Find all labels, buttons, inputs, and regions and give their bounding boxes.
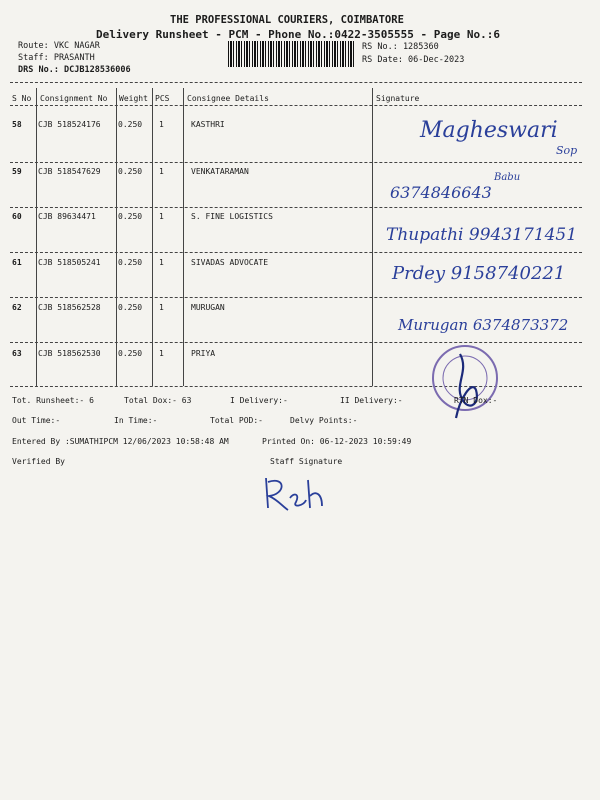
document-title: THE PROFESSIONAL COURIERS, COIMBATORE (170, 14, 404, 26)
row-pcs: 1 (159, 167, 164, 176)
verified-by: Verified By (12, 457, 65, 466)
row-sno: 63 (12, 349, 22, 358)
row-consignee: MURUGAN (191, 303, 225, 312)
handwritten-signature-row62: Murugan 6374873372 (398, 316, 569, 334)
row-pcs: 1 (159, 212, 164, 221)
column-header-consignment: Consignment No (40, 94, 108, 103)
handwritten-signature-row61: Prdey 9158740221 (392, 263, 566, 284)
column-rule (36, 88, 37, 386)
route-label: Route: VKC NAGAR (18, 41, 100, 51)
row-divider (10, 207, 582, 208)
row-weight: 0.250 (118, 120, 143, 129)
column-rule (183, 88, 184, 386)
staff-label: Staff: PRASANTH (18, 53, 95, 63)
drs-number: DRS No.: DCJB128536006 (18, 65, 131, 75)
rs-date: RS Date: 06-Dec-2023 (362, 55, 465, 65)
row-consignee: PRIYA (191, 349, 216, 358)
ii-delivery: II Delivery:- (340, 396, 403, 405)
row-consignee: SIVADAS ADVOCATE (191, 258, 269, 267)
column-header-sno: S No (12, 94, 32, 103)
row-pcs: 1 (159, 303, 164, 312)
handwritten-note-row58: Sop (556, 144, 578, 157)
staff-signature-label: Staff Signature (270, 457, 343, 466)
handwritten-phone-row59: 6374846643 (390, 183, 492, 202)
row-consignment: CJB 89634471 (38, 212, 96, 221)
row-sno: 60 (12, 212, 22, 221)
column-header-signature: Signature (376, 94, 420, 103)
row-consignment: CJB 518505241 (38, 258, 101, 267)
row-sno: 61 (12, 258, 22, 267)
i-delivery: I Delivery:- (230, 396, 288, 405)
column-header-pcs: PCS (155, 94, 170, 103)
total-pod: Total POD:- (210, 416, 263, 425)
staff-signature-scribble (260, 472, 330, 517)
row-consignment: CJB 518524176 (38, 120, 101, 129)
row-weight: 0.250 (118, 303, 143, 312)
entered-by: Entered By :SUMATHIPCM 12/06/2023 10:58:48 AM (12, 437, 229, 446)
row-weight: 0.250 (118, 212, 143, 221)
row-consignee: VENKATARAMAN (191, 167, 249, 176)
column-rule (116, 88, 117, 386)
row-weight: 0.250 (118, 167, 143, 176)
rs-number: RS No.: 1285360 (362, 42, 439, 52)
document-subtitle: Delivery Runsheet - PCM - Phone No.:0422-3505555 - Page No.:6 (96, 28, 500, 41)
barcode (228, 41, 356, 67)
handwritten-signature-row58: Magheswari (420, 118, 558, 143)
out-time: Out Time:- (12, 416, 61, 425)
row-consignee: S. FINE LOGISTICS (191, 212, 273, 221)
in-time: In Time:- (114, 416, 158, 425)
total-runsheet: Tot. Runsheet:- 6 (12, 396, 94, 405)
row-weight: 0.250 (118, 258, 143, 267)
row-consignment: CJB 518547629 (38, 167, 101, 176)
column-header-consignee: Consignee Details (187, 94, 269, 103)
handwritten-signature-row60: Thupathi 9943171451 (386, 225, 578, 245)
handwritten-name-row59: Babu (494, 172, 521, 183)
row-pcs: 1 (159, 120, 164, 129)
row-consignment: CJB 518562528 (38, 303, 101, 312)
row-sno: 59 (12, 167, 22, 176)
row-sno: 58 (12, 120, 22, 129)
stamp-signature-scribble (448, 346, 488, 422)
row-divider (10, 297, 582, 298)
row-pcs: 1 (159, 258, 164, 267)
column-header-weight: Weight (119, 94, 148, 103)
column-rule (152, 88, 153, 386)
printed-on: Printed On: 06-12-2023 10:59:49 (262, 437, 412, 446)
row-weight: 0.250 (118, 349, 143, 358)
row-consignment: CJB 518562530 (38, 349, 101, 358)
table-top-rule (10, 82, 582, 83)
row-sno: 62 (12, 303, 22, 312)
row-divider (10, 252, 582, 253)
total-dox: Total Dox:- 63 (124, 396, 192, 405)
row-consignee: KASTHRI (191, 120, 225, 129)
column-rule (372, 88, 373, 386)
row-divider (10, 162, 582, 163)
rtn-dox: RTN Dox:- (454, 396, 498, 405)
row-pcs: 1 (159, 349, 164, 358)
table-header-rule (10, 105, 582, 106)
delivery-points: Delvy Points:- (290, 416, 358, 425)
